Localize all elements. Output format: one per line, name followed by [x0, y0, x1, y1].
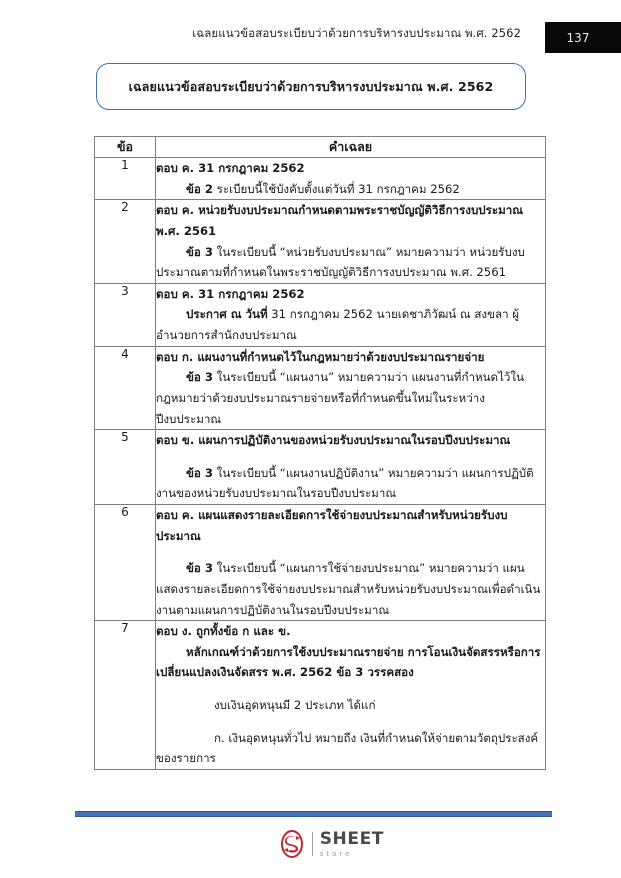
answer-line-bold: ข้อ 3 — [186, 561, 213, 576]
logo-divider — [312, 832, 313, 856]
answer-line-bold: ตอบ ข. แผนการปฏิบัติงานของหน่วยรับงบประมาณในรอบปีงบประมาณ — [156, 433, 511, 448]
running-header: เฉลยแนวข้อสอบระเบียบว่าด้วยการบริหารงบประมาณ พ.ศ. 2562 — [192, 26, 521, 40]
answer-line-bold: ตอบ ก. แผนงานที่กำหนดไว้ในกฎหมายว่าด้วยงบประมาณรายจ่าย — [156, 349, 485, 364]
answer-line — [156, 200, 545, 241]
answer-line-text: ในระเบียบนี้ “แผนการใช้จ่ายงบประมาณ” หมายความว่า แผนแสดงรายละเอียดการใช้จ่ายงบประมาณสำหรับหน่วยรับงบประมาณเพื่อดำเนินงานตามแผนการปฏิบัติงานในรอบปีงบประมาณ — [156, 561, 541, 617]
answer-line-bold: ตอบ ค. 31 กรกฎาคม 2562 — [156, 286, 305, 301]
table-row — [95, 158, 546, 200]
row-number-cell: 3 — [95, 283, 156, 346]
answer-line-text: ในระเบียบนี้ “แผนงาน” หมายความว่า แผนงานที่กำหนดไว้ในกฎหมายว่าด้วยงบประมาณรายจ่ายหรือที่กำหนดขึ้นใหม่ในระหว่างปีงบประมาณ — [156, 370, 524, 426]
page-number-badge: 137 — [545, 22, 621, 53]
answer-line — [156, 695, 545, 716]
answer-line — [156, 621, 545, 642]
table-row — [95, 505, 546, 621]
answer-cell — [156, 283, 546, 346]
answer-cell — [156, 430, 546, 505]
answer-line-bold: ตอบ ค. แผนแสดงรายละเอียดการใช้จ่ายงบประมาณสำหรับหน่วยรับงบประมาณ — [156, 508, 508, 543]
answer-line-bold: ตอบ ง. ถูกทั้งข้อ ก และ ข. — [156, 624, 291, 639]
row-number-cell: 5 — [95, 430, 156, 505]
answer-cell — [156, 200, 546, 284]
sheet-store-s-logo-icon — [276, 828, 308, 860]
logo-wordmark — [319, 828, 384, 858]
column-header-answer: คำเฉลย — [156, 137, 546, 158]
document-title-box — [96, 63, 526, 110]
answer-line-text: ในระเบียบนี้ “แผนงานปฏิบัติงาน” หมายความว่า แผนการปฏิบัติงานของหน่วยรับงบประมาณในรอบปีงบประมาณ — [156, 465, 534, 501]
answer-line — [156, 158, 545, 179]
page-title: เฉลยแนวข้อสอบระเบียบว่าด้วยการบริหารงบประมาณ พ.ศ. 2562 — [128, 78, 494, 94]
answer-line-bold: ข้อ 3 — [186, 244, 213, 259]
row-number-cell: 7 — [95, 621, 156, 770]
answer-cell — [156, 505, 546, 621]
table-body — [95, 158, 546, 770]
row-number-cell: 4 — [95, 346, 156, 430]
footer-logo — [276, 824, 384, 864]
row-number-cell: 1 — [95, 158, 156, 200]
answer-line-bold: ตอบ ค. หน่วยรับงบประมาณกำหนดตามพระราชบัญญัติวิธีการงบประมาณ พ.ศ. 2561 — [156, 203, 524, 238]
answer-line-text: ก. เงินอุดหนุนทั่วไป หมายถึง เงินที่กำหนดให้จ่ายตามวัตถุประสงค์ของรายการ — [156, 730, 539, 766]
answer-line — [156, 505, 545, 546]
row-number-cell: 2 — [95, 200, 156, 284]
answer-line — [156, 347, 545, 368]
table-row — [95, 430, 546, 505]
row-number-cell: 6 — [95, 505, 156, 621]
answer-line — [156, 642, 545, 683]
answer-cell — [156, 346, 546, 430]
answer-line-bold: หลักเกณฑ์ว่าด้วยการใช้งบประมาณรายจ่าย การโอนเงินจัดสรรหรือการเปลี่ยนแปลงเงินจัดสรร พ.ศ. 2562 ข้อ 3 วรรคสอง — [156, 644, 541, 680]
footer-divider-rule — [75, 811, 552, 817]
answer-cell — [156, 621, 546, 770]
table-row — [95, 346, 546, 430]
logo-text-store: store — [319, 849, 353, 858]
answer-line — [156, 179, 545, 200]
answer-line-text: 31 กรกฎาคม 2562 นายเดชาภิวัฒน์ ณ สงขลา ผู้อำนวยการสำนักงบประมาณ — [156, 307, 520, 342]
column-header-number: ข้อ — [95, 137, 156, 158]
answer-line — [156, 242, 545, 283]
answer-line — [156, 430, 545, 451]
answer-line — [156, 367, 545, 429]
answer-line-text: ในระเบียบนี้ “หน่วยรับงบประมาณ” หมายความว่า หน่วยรับงบประมาณตามที่กำหนดในพระราชบัญญัติวิธีการงบประมาณ พ.ศ. 2561 — [156, 244, 525, 280]
table-header-row — [95, 137, 546, 158]
answer-line — [156, 558, 545, 620]
answer-line-bold: ประกาศ ณ วันที่ — [186, 307, 268, 322]
answer-line — [156, 284, 545, 305]
table-row — [95, 283, 546, 346]
answer-line-bold: ข้อ 3 — [186, 465, 213, 480]
answer-line — [156, 728, 545, 769]
answer-line — [156, 304, 545, 345]
answer-line-text: ระเบียบนี้ใช้บังคับตั้งแต่วันที่ 31 กรกฎาคม 2562 — [213, 181, 460, 196]
answer-key-table — [94, 136, 546, 770]
table-row — [95, 621, 546, 770]
answer-line-text: งบเงินอุดหนุนมี 2 ประเภท ได้แก่ — [214, 698, 376, 712]
answer-line — [156, 463, 545, 504]
answer-cell — [156, 158, 546, 200]
answer-line-bold: ตอบ ค. 31 กรกฎาคม 2562 — [156, 161, 305, 175]
answer-line-bold: ข้อ 2 — [186, 181, 213, 196]
logo-text-sheet: SHEET — [319, 828, 384, 849]
table-row — [95, 200, 546, 284]
answer-line-bold: ข้อ 3 — [186, 370, 213, 385]
